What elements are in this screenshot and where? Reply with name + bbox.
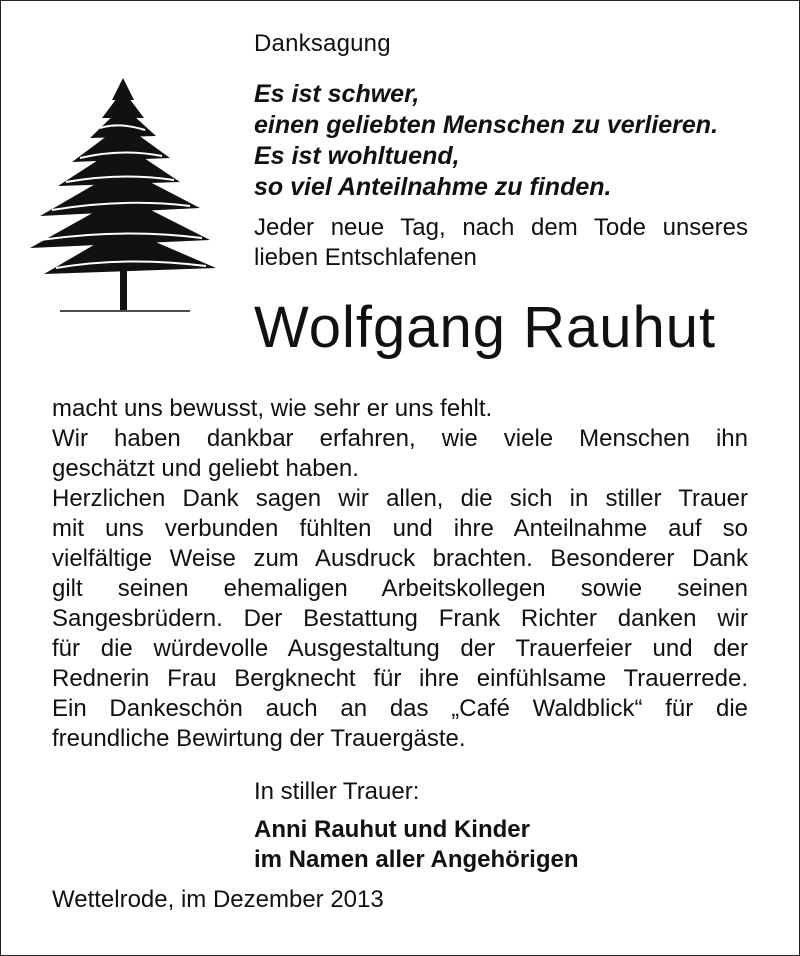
quote-line: so viel Anteilnahme zu finden.	[254, 173, 612, 201]
intro-text: Jeder neue Tag, nach dem Tode unseres lieben Entschlafenen	[254, 214, 748, 271]
signoff-label: In stiller Trauer:	[254, 778, 420, 805]
place-date: Wettelrode, im Dezember 2013	[52, 886, 384, 913]
body-line: vielfältige Weise zum Ausdruck brachten. Besonderer Dank	[52, 545, 748, 572]
tree-icon	[30, 78, 220, 318]
quote-block	[254, 79, 754, 203]
body-line: macht uns bewusst, wie sehr er uns fehlt.	[52, 395, 493, 422]
body-line: gilt seinen ehemaligen Arbeitskollegen sowie seinen	[52, 575, 748, 602]
body-line: Ein Dankeschön auch an das „Café Waldblick“ für die	[52, 695, 748, 722]
body-line: für die würdevolle Ausgestaltung der Trauerfeier und der	[52, 635, 748, 662]
signer-line: Anni Rauhut und Kinder	[254, 816, 530, 843]
signers-block	[254, 815, 579, 875]
quote-line: Es ist wohltuend,	[254, 142, 460, 170]
body-line: Wir haben dankbar erfahren, wie viele Menschen ihn	[52, 425, 748, 452]
quote-line: Es ist schwer,	[254, 80, 420, 108]
body-line: Sangesbrüdern. Der Bestattung Frank Richter danken wir	[52, 605, 748, 632]
body-text	[52, 394, 748, 754]
body-line: geschätzt und geliebt haben.	[52, 455, 359, 482]
signer-line: im Namen aller Angehörigen	[254, 846, 579, 873]
body-line: freundliche Bewirtung der Trauergäste.	[52, 725, 466, 752]
body-line: Herzlichen Dank sagen wir allen, die sich in stiller Trauer	[52, 485, 748, 512]
deceased-name: Wolfgang Rauhut	[254, 295, 717, 360]
body-line: mit uns verbunden fühlten und ihre Anteilnahme auf so	[52, 515, 748, 542]
quote-line: einen geliebten Menschen zu verlieren.	[254, 111, 719, 139]
body-line: Rednerin Frau Bergknecht für ihre einfühlsame Trauerrede.	[52, 665, 748, 692]
notice-heading: Danksagung	[254, 30, 391, 57]
